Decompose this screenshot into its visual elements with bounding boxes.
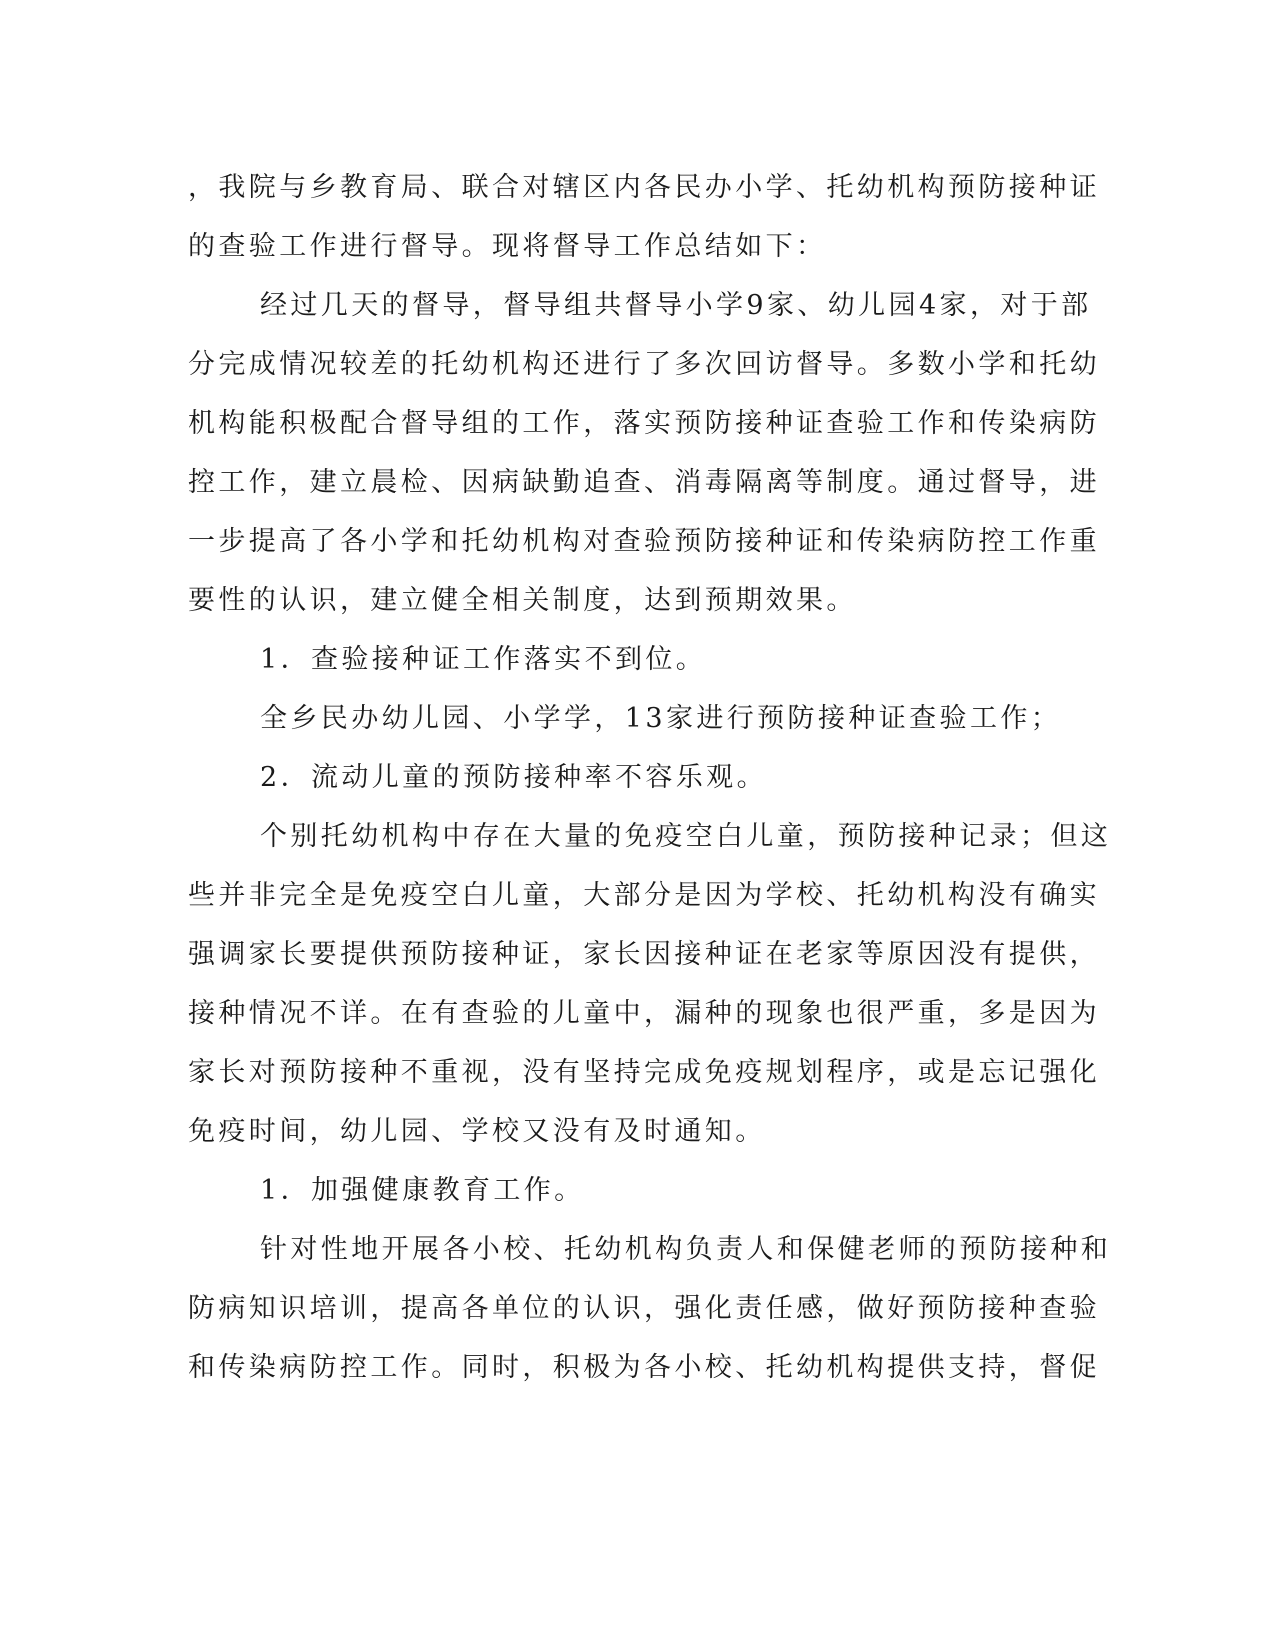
text-line: 全乡民办幼儿园、小学学，13家进行预防接种证查验工作； xyxy=(260,703,1062,734)
text-line: 和传染病防控工作。同时，积极为各小校、托幼机构提供支持，督促 xyxy=(188,1352,1100,1383)
text-line: 针对性地开展各小校、托幼机构负责人和保健老师的预防接种和 xyxy=(260,1234,1112,1265)
text-line: 机构能积极配合督导组的工作，落实预防接种证查验工作和传染病防 xyxy=(188,408,1100,439)
text-line: 接种情况不详。在有查验的儿童中，漏种的现象也很严重，多是因为 xyxy=(188,998,1100,1029)
paragraph xyxy=(188,689,1068,748)
paragraph xyxy=(188,1161,1068,1220)
paragraph xyxy=(188,748,1068,807)
paragraph xyxy=(188,158,1100,276)
text-line: 强调家长要提供预防接种证，家长因接种证在老家等原因没有提供， xyxy=(188,939,1100,970)
text-line: 控工作，建立晨检、因病缺勤追查、消毒隔离等制度。通过督导，进 xyxy=(188,467,1100,498)
text-line: 防病知识培训，提高各单位的认识，强化责任感，做好预防接种查验 xyxy=(188,1293,1100,1324)
text-line: 2．流动儿童的预防接种率不容乐观。 xyxy=(260,762,767,793)
text-line: ，我院与乡教育局、联合对辖区内各民办小学、托幼机构预防接种证 xyxy=(188,172,1100,203)
text-line: 要性的认识，建立健全相关制度，达到预期效果。 xyxy=(188,585,857,616)
document-body xyxy=(188,158,1112,1397)
text-line: 免疫时间，幼儿园、学校又没有及时通知。 xyxy=(188,1116,766,1147)
text-line: 家长对预防接种不重视，没有坚持完成免疫规划程序，或是忘记强化 xyxy=(188,1057,1100,1088)
paragraph xyxy=(188,276,1100,630)
text-line: 些并非完全是免疫空白儿童，大部分是因为学校、托幼机构没有确实 xyxy=(188,880,1100,911)
text-line: 1．加强健康教育工作。 xyxy=(260,1175,585,1206)
text-line: 一步提高了各小学和托幼机构对查验预防接种证和传染病防控工作重 xyxy=(188,526,1100,557)
paragraph xyxy=(188,630,1068,689)
text-line: 的查验工作进行督导。现将督导工作总结如下： xyxy=(188,231,827,262)
text-line: 1．查验接种证工作落实不到位。 xyxy=(260,644,707,675)
text-line: 个别托幼机构中存在大量的免疫空白儿童，预防接种记录；但这 xyxy=(260,821,1112,852)
text-line: 经过几天的督导，督导组共督导小学9家、幼儿园4家，对于部 xyxy=(260,290,1092,321)
paragraph xyxy=(188,1220,1112,1397)
paragraph xyxy=(188,807,1112,1161)
text-line: 分完成情况较差的托幼机构还进行了多次回访督导。多数小学和托幼 xyxy=(188,349,1100,380)
